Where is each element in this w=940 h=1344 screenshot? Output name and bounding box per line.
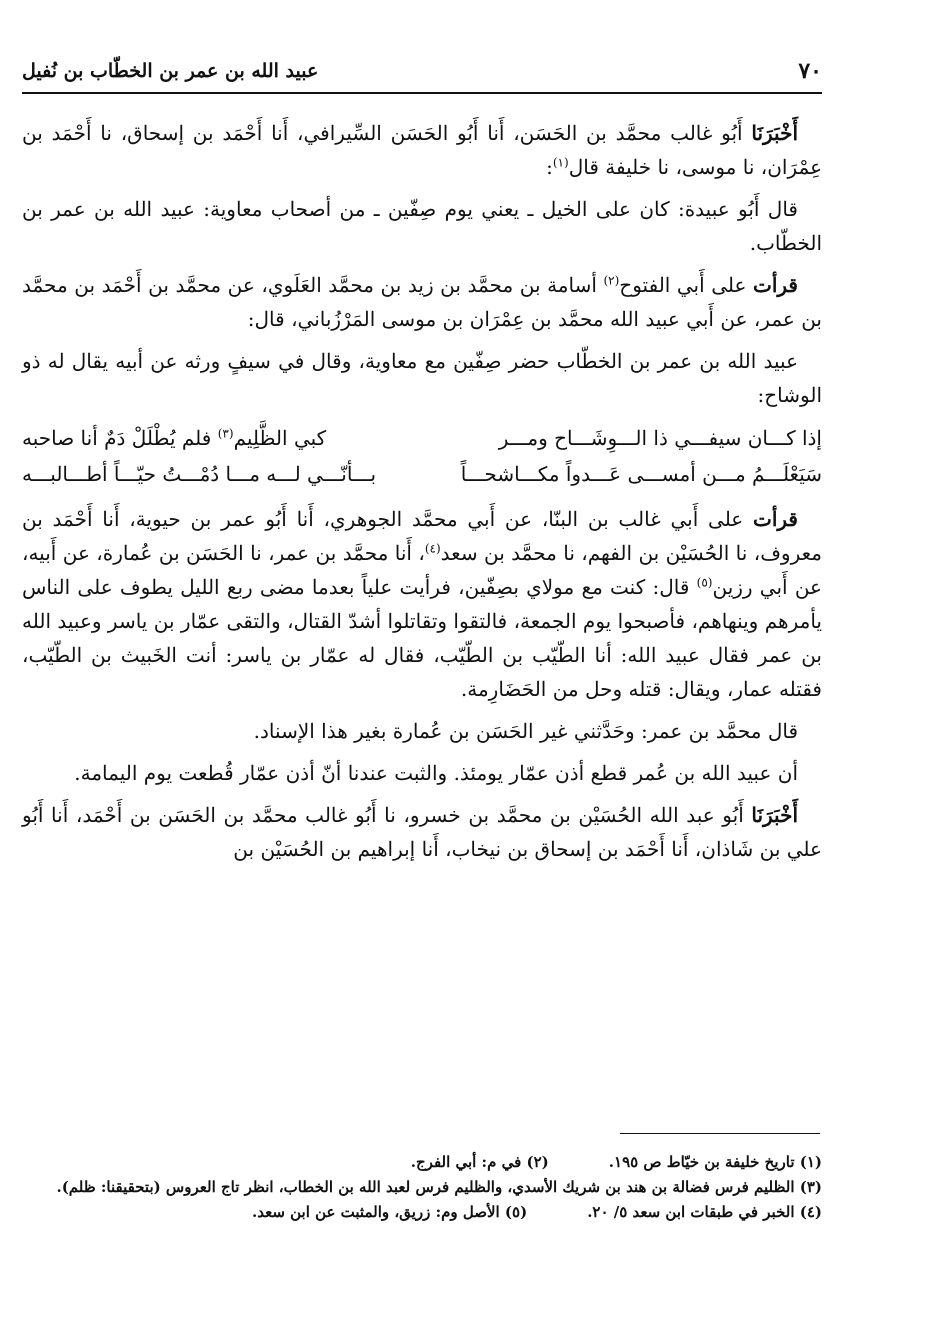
footnote-marker: (٥)	[696, 575, 713, 590]
paragraph-text: أَبُو غالب محمَّد بن الحَسَن، أَنا أَبُو الحَسَن السِّيرافي، أَنا أَحْمَد بن إسحاق، نا أَحْمَد بن عِمْرَان، نا موسى، نا خليفة قال	[22, 121, 822, 179]
footnote-5: (٥) الأصل وم: زريق، والمثبت عن ابن سعد.	[251, 1203, 528, 1221]
paragraph-tail: :	[546, 155, 553, 179]
paragraph-text: عبيد الله بن عمر بن الخطّاب حضر صِفّين مع معاوية، وقال في سيفٍ ورثه عن أبيه يقال له ذو الوشاح:	[22, 349, 822, 407]
paragraph-text: أسامة بن محمَّد بن زيد بن محمَّد العَلَوي، عن محمَّد بن أَحْمَد بن محمَّد بن عمر، عن أَبي عبيد الله محمَّد بن عِمْرَان بن موسى المَرْزُباني، قال:	[22, 273, 822, 331]
paragraph-4	[22, 344, 822, 412]
main-text	[22, 116, 822, 874]
hemistich-first: سَيَعْلَـــمُ مـــن أمســـى عَـــدواً مكـــاشحـــاً	[460, 462, 822, 486]
footnote-row	[22, 1200, 822, 1225]
paragraph-text: أَبُو عبد الله الحُسَيْن بن محمَّد بن خسرو، نا أَبُو غالب محمَّد بن الحَسَن بن أَحْمَد، أَنا أَبُو علي بن شَاذان، أَنا أَحْمَد بن إسحاق بن نيخاب، أَنا إبراهيم بن الحُسَيْن بن	[22, 803, 822, 861]
keyword: أَخْبَرَنَا	[751, 121, 798, 145]
paragraph-3	[22, 268, 822, 336]
running-title: عبيد الله بن عمر بن الخطّاب بن نُفيل	[22, 60, 319, 82]
paragraph-8	[22, 798, 822, 866]
paragraph-text: قال محمَّد بن عمر: وحَدَّثني غير الحَسَن بن عُمارة بغير هذا الإسناد.	[253, 719, 798, 743]
paragraph-text: ، أَنا محمَّد بن عمر، نا الحَسَن بن عُمارة، عن أَبيه، عن أَبي رزين	[22, 541, 822, 599]
footnotes	[22, 1150, 822, 1225]
paragraph-text: على أَبي الفتوح	[619, 273, 754, 297]
header-rule	[22, 92, 822, 94]
page-number: ٧٠	[798, 58, 822, 84]
verse-2	[22, 456, 822, 492]
paragraph-text: على أَبي غالب بن البنّا، عن أَبي محمَّد الجوهري، أَنا أَبُو عمر بن حيوية، أَنا أَحْمَد بن معروف، نا الحُسَيْن بن الفهم، نا محمَّد بن سعد	[22, 507, 822, 565]
keyword: قرأت	[753, 507, 798, 531]
hemistich-second	[22, 420, 414, 456]
hemistich-first: إذا كـــان سيفـــي ذا الـــوِشَـــاح ومـــر	[498, 426, 822, 450]
page-header	[22, 56, 822, 90]
paragraph-text: قال: كنت مع مولاي بصِفّين، فرأيت علياً بعدما مضى ربع الليل يطوف على الناس يأمرهم وينهاهم، فأصبحوا يوم الجمعة، فالتقوا وتقاتلوا أشدّ القتال، والتقى عمّار بن ياسر وعبيد الله بن عمر فقال عبيد الله: أنا الطّيّب بن الطّيّب، فقال له عمّار بن ياسر: أنت الخَبيث بن الطّيّب، فقتله عمار، ويقال: قتله وحل من الحَضَارِمة.	[22, 575, 822, 701]
paragraph-1	[22, 116, 822, 184]
paragraph-2	[22, 192, 822, 260]
footnote-row	[22, 1150, 822, 1175]
footnote-3: (٣) الظليم فرس فضالة بن هند بن شريك الأسدي، والظليم فرس لعبد الله بن الخطاب، انظر تاج العروس (بتحقيقنا: ظلم).	[56, 1178, 822, 1196]
footnote-marker: (٣)	[217, 426, 234, 441]
paragraph-text: قال أَبُو عبيدة: كان على الخيل ـ يعني يوم صِفّين ـ من أصحاب معاوية: عبيد الله بن عمر بن الخطّاب.	[22, 197, 822, 255]
paragraph-text: أن عبيد الله بن عُمر قطع أذن عمّار يومئذ. والثبت عندنا أنّ أذن عمّار قُطعت يوم اليمامة.	[74, 761, 798, 785]
keyword: قرأت	[753, 273, 798, 297]
keyword: أَخْبَرَنَا	[751, 803, 798, 827]
verse-text: فلم يُطْلَلْ دَمٌ أنا صاحبه	[22, 426, 218, 450]
footnote-marker: (١)	[552, 155, 569, 170]
poem	[22, 420, 822, 492]
footnote-marker: (٤)	[424, 541, 441, 556]
paragraph-7	[22, 756, 822, 790]
verse-text: كبي الظَّلِيم	[233, 426, 327, 450]
footnote-1: (١) تاريخ خليفة بن خيّاط ص ١٩٥.	[608, 1153, 822, 1171]
paragraph-5	[22, 502, 822, 706]
footnote-marker: (٢)	[603, 273, 620, 288]
paragraph-6	[22, 714, 822, 748]
hemistich-second: بـــأنّـــي لـــه مـــا دُمْـــتُ حيّـــاً أطـــالبـــه	[22, 462, 377, 486]
footnote-2: (٢) في م: أبي الفرج.	[410, 1153, 549, 1171]
verse-1	[22, 420, 822, 456]
footnote-4: (٤) الخبر في طبقات ابن سعد ٥/ ٢٠.	[587, 1203, 822, 1221]
footnote-rule	[620, 1133, 820, 1134]
